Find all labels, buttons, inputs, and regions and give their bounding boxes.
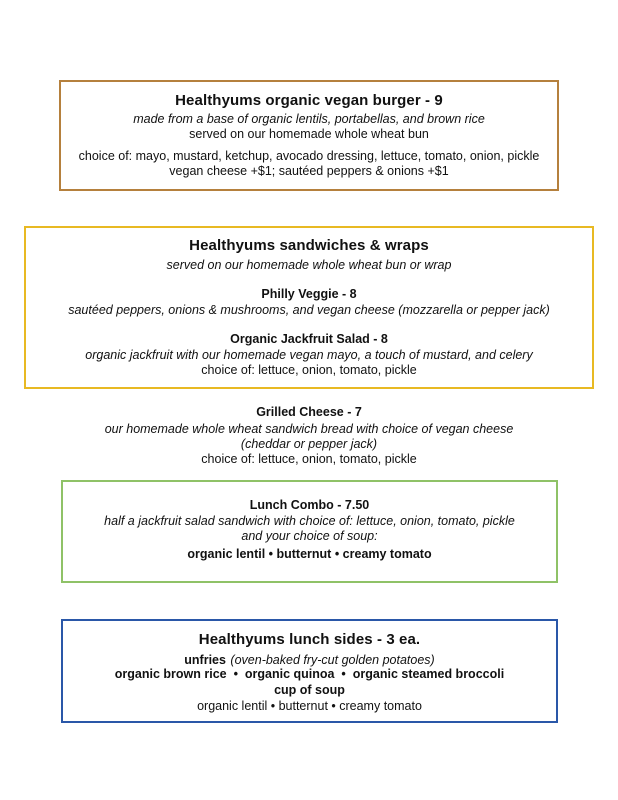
burger-choice-1: choice of: mayo, mustard, ketchup, avocado dressing, lettuce, tomato, onion, pickle (78, 149, 540, 163)
sides-soups: organic lentil • butternut • creamy tomato (197, 699, 422, 713)
burger-section (59, 80, 559, 191)
jackfruit-choice: choice of: lettuce, onion, tomato, pickle (201, 363, 417, 377)
philly-desc: sautéed peppers, onions & mushrooms, and vegan cheese (mozzarella or pepper jack) (68, 303, 550, 317)
sides-title: Healthyums lunch sides - 3 ea. (198, 631, 421, 648)
jackfruit-desc: organic jackfruit with our homemade vegan mayo, a touch of mustard, and celery (85, 348, 533, 362)
burger-choice-2: vegan cheese +$1; sautéed peppers & onions +$1 (169, 164, 449, 178)
unfries-desc: (oven-baked fry-cut golden potatoes) (230, 653, 435, 667)
lunch-sides-section (61, 619, 558, 723)
burger-title: Healthyums organic vegan burger - 9 (175, 92, 443, 109)
grilled-cheese-desc-2: (cheddar or pepper jack) (240, 437, 378, 451)
burger-desc-1: made from a base of organic lentils, portabellas, and brown rice (133, 112, 485, 126)
sides-soup-title: cup of soup (274, 683, 345, 697)
sides-grains: organic brown rice • organic quinoa • organic steamed broccoli (114, 667, 505, 681)
grilled-cheese-desc-1: our homemade whole wheat sandwich bread with choice of vegan cheese (104, 422, 514, 436)
grilled-cheese-section (0, 405, 618, 469)
unfries-label: unfries (184, 653, 226, 667)
combo-desc-1: half a jackfruit salad sandwich with choice of: lettuce, onion, tomato, pickle (104, 514, 515, 528)
combo-desc-2: and your choice of soup: (241, 529, 378, 543)
lunch-combo-section (61, 480, 558, 583)
combo-soups: organic lentil • butternut • creamy tomato (187, 547, 432, 561)
burger-desc-2: served on our homemade whole wheat bun (189, 127, 429, 141)
combo-title: Lunch Combo - 7.50 (249, 498, 370, 512)
sandwiches-subtitle: served on our homemade whole wheat bun or wrap (166, 258, 452, 272)
sandwiches-title: Healthyums sandwiches & wraps (189, 237, 429, 254)
sandwiches-section (24, 226, 594, 389)
philly-title: Philly Veggie - 8 (261, 287, 357, 301)
grilled-cheese-title: Grilled Cheese - 7 (256, 405, 362, 419)
jackfruit-title: Organic Jackfruit Salad - 8 (230, 332, 388, 346)
grilled-cheese-choice: choice of: lettuce, onion, tomato, pickle (201, 452, 417, 466)
